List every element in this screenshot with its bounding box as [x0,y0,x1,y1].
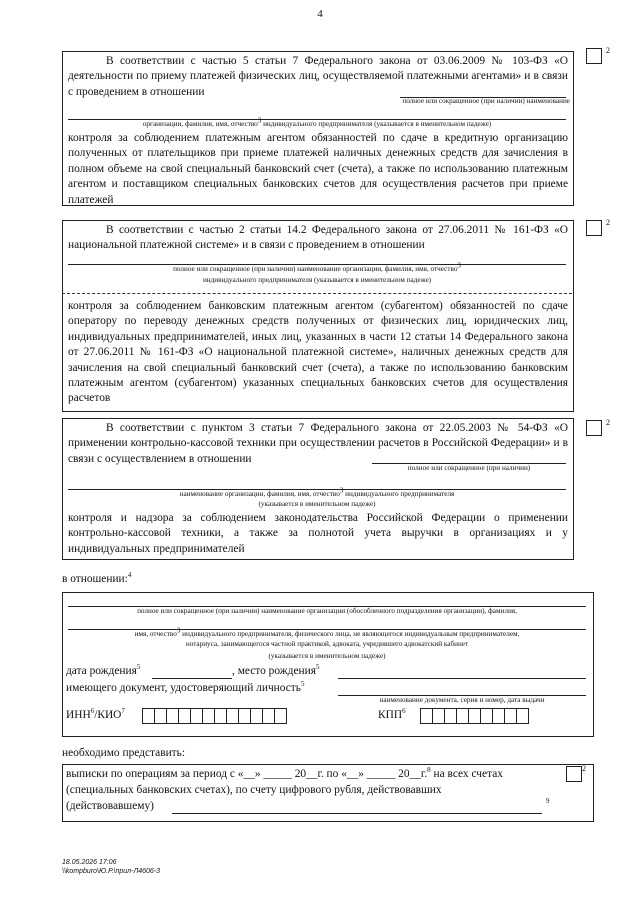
statements-line-1: выписки по операциям за период с «__» _____ 20__г. по «__» _____ 20__г.$^8$ на всех счетах [66,766,503,780]
page-number: 4 [317,8,323,20]
block-54fz-text: В соответствии с пунктом 3 статьи 7 Федерального закона от 22.05.2003 № 54-ФЗ «О применении контрольно-кассовой техники при осуществлении расчетов в Российской Федерации» и в связи с осуществлением в отношении [68,422,568,465]
inn-kio-label: ИНН$^6$/КИО$^7$ [66,707,125,721]
statements-checkbox[interactable] [566,766,582,782]
footer-path: \\kompburo\Ю.Р.\прил-Л4606-3 [62,868,161,875]
statements-footnote-9: 9 [546,797,550,805]
subject-caption-1: полное или сокращенное (при наличии) наименование организации (обособленного подразделения организации), фамилия, [137,607,517,615]
subject-caption-3: нотариуса, занимающегося частной практикой, адвоката, учредившего адвокатский кабинет [185,640,469,648]
block-103fz-caption-1: полное или сокращенное (при наличии) наименование [402,97,570,105]
kpp-input[interactable] [420,708,529,724]
pob-field[interactable] [338,677,586,679]
block-103fz-text-2: контроля за соблюдением платежным агентом обязанностей по сдаче в кредитную организацию полученных от плательщиков при приеме платежей наличных денежных средств для зачисления в полном объеме на свой специальный банковский счет (счета), а также по использованию платежным агентом и поставщиком специальных банковских счетов для осуществления расчетов при приеме платежей [68,132,568,206]
block-103fz-text: В соответствии с частью 5 статьи 7 Федерального закона от 03.06.2009 № 103-ФЗ «О деятельности по приему платежей физических лиц, осуществляемой платежными агентами» и в связи с проведением в отношении [68,55,568,98]
doc-caption: наименование документа, серия и номер, дата выдачи [379,696,545,704]
block-161fz-text-2: контроля за соблюдением банковским платежным агентом (субагентом) обязанностей по сдаче оператору по переводу денежных средств полученных от физических лиц, юридических лиц, индивидуальных предпринимателей, иных лиц, указанных в части 12 статьи 14 Федерального закона от 27.06.2011 № 161-ФЗ «О национальной платежной системе», наличных денежных средств для зачисления на свой специальный банковский счет (счета), а также по использованию банковским платежным агентом (субагентом) указанных специальных банковских счетов для осуществления расчетов [68,300,568,405]
block-103fz-mark: 2 [606,46,610,55]
block-161fz-caption-1: полное или сокращенное (при наличии) наименование организации, фамилия, имя, отчество3 [173,261,461,273]
block-161fz-mark: 2 [606,218,610,227]
block-54fz-caption-3: (указывается в именительном падеже) [258,500,376,508]
inn-input[interactable] [142,708,287,724]
statements-line-2: (специальных банковских счетах), по счету цифрового рубля, действовавших [66,784,442,796]
block-103fz-checkbox[interactable] [586,48,602,64]
dob-field[interactable] [152,677,232,679]
block-103fz-caption-2: организации, фамилия, имя, отчество3 индивидуального предпринимателя (указывается в именительном падеже) [142,116,492,128]
subject-caption-4: (указывается в именительном падеже) [268,652,386,660]
kpp-label: КПП$^6$ [378,707,406,721]
statements-line-3: (действовавшему) [66,800,154,812]
block-54fz-checkbox[interactable] [586,420,602,436]
subject-caption-2: имя, отчество3 индивидуального предпринимателя, физического лица, не являющегося индивидуальным предпринимателем, [134,626,520,638]
doc-label: имеющего документ, удостоверяющий личность$^5$ [66,680,305,694]
pob-label: , место рождения$^5$ [232,663,320,677]
regarding-label: в отношении:$^4$ [62,571,132,585]
block-161fz-checkbox[interactable] [586,220,602,236]
block-161fz-text: В соответствии с частью 2 статьи 14.2 Федерального закона от 27.06.2011 № 161-ФЗ «О национальной платежной системе» и в связи с проведением в отношении [68,224,568,252]
block-54fz-caption-1: полное или сокращенное (при наличии) [407,464,531,472]
need-label: необходимо представить: [62,747,186,759]
statements-field[interactable] [172,812,542,814]
footer-timestamp: 18.05.2026 17:06 [62,859,117,866]
block-54fz-text-2: контроля и надзора за соблюдением законодательства Российской Федерации о применении контрольно-кассовой техники, а также за полнотой учета выручки в организациях и у индивидуальных предпринимателей [68,512,568,555]
block-54fz-caption-2: наименование организации, фамилия, имя, отчество3 индивидуального предпринимателя [179,486,455,498]
block-54fz-mark: 2 [606,418,610,427]
block-161fz-caption-2: индивидуального предпринимателя (указывается в именительном падеже) [202,276,432,284]
block-161fz-separator [62,292,572,294]
dob-label: дата рождения$^5$ [66,663,141,677]
statements-mark: 2 [582,764,586,773]
